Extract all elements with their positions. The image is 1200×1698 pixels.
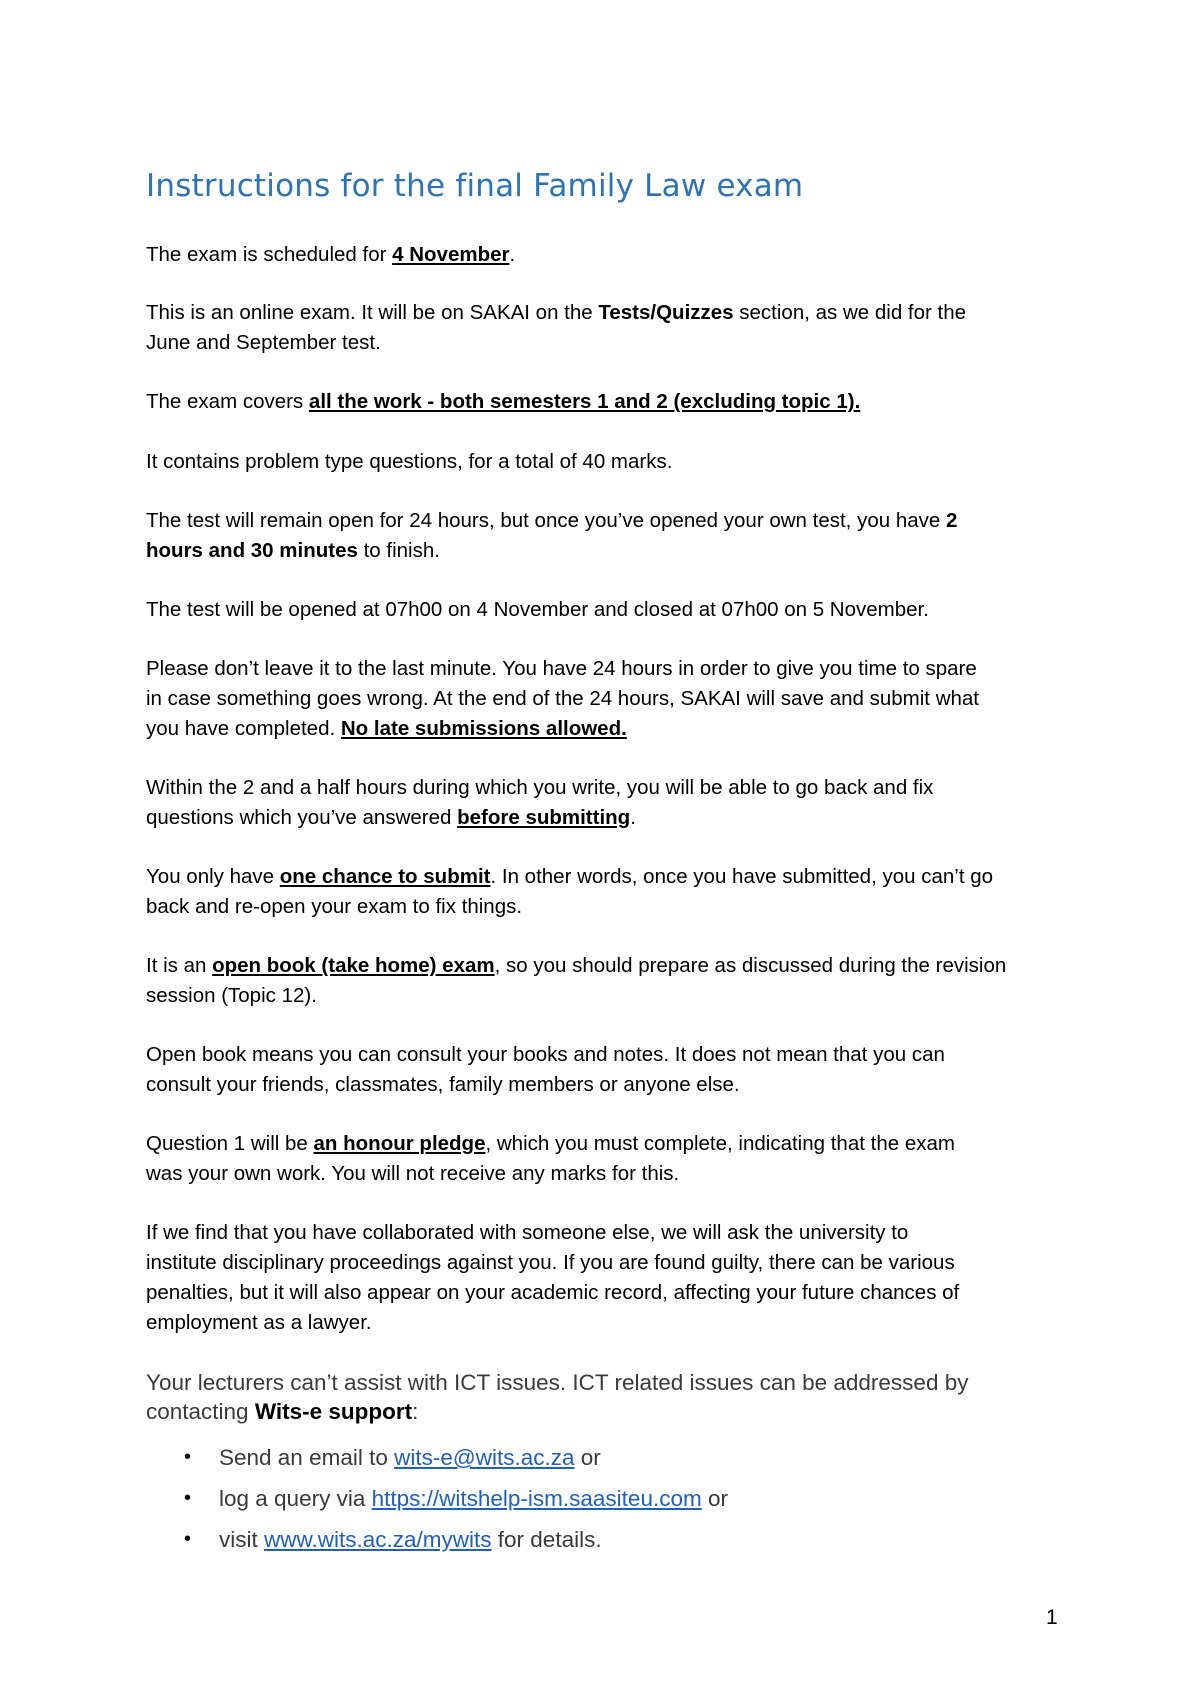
paragraph-ict-support: Your lecturers can’t assist with ICT issues. ICT related issues can be addressed by contacting Wits-e support: bbox=[146, 1370, 969, 1424]
exam-date: 4 November bbox=[392, 243, 510, 266]
list-item-email: • Send an email to wits-e@wits.ac.za or bbox=[146, 1437, 728, 1478]
paragraph-question-type: It contains problem type questions, for a total of 40 marks. bbox=[146, 450, 673, 473]
email-link[interactable]: wits-e@wits.ac.za bbox=[394, 1445, 575, 1470]
mywits-link[interactable]: www.wits.ac.za/mywits bbox=[264, 1527, 492, 1552]
page-number: 1 bbox=[1046, 1606, 1058, 1629]
paragraph-duration: The test will remain open for 24 hours, but once you’ve opened your own test, you have 2 hours and 30 minutes to finish. bbox=[146, 509, 958, 562]
paragraph-collaboration-warning: If we find that you have collaborated with someone else, we will ask the university to institute disciplinary proceedings against you. If you are found guilty, there can be various penalties, but it will also appear on your academic record, affecting your future chances of employment as a lawyer. bbox=[146, 1221, 960, 1334]
document-title: Instructions for the final Family Law exam bbox=[146, 168, 804, 204]
paragraph-exam-coverage: The exam covers all the work - both semesters 1 and 2 (excluding topic 1). bbox=[146, 390, 861, 413]
bullet-icon: • bbox=[184, 1446, 192, 1468]
paragraph-open-book-meaning: Open book means you can consult your books and notes. It does not mean that you can consult your friends, classmates, family members or anyone else. bbox=[146, 1043, 945, 1096]
bullet-icon: • bbox=[184, 1528, 192, 1550]
paragraph-open-book: It is an open book (take home) exam, so you should prepare as discussed during the revision session (Topic 12). bbox=[146, 954, 1007, 1007]
support-options-list bbox=[146, 1437, 728, 1560]
witshelp-link[interactable]: https://witshelp-ism.saasiteu.com bbox=[371, 1486, 702, 1511]
list-item-visit: • visit www.wits.ac.za/mywits for details. bbox=[146, 1519, 728, 1560]
paragraph-online-exam: This is an online exam. It will be on SAKAI on the Tests/Quizzes section, as we did for the June and September test. bbox=[146, 301, 967, 354]
paragraph-fix-questions: Within the 2 and a half hours during which you write, you will be able to go back and fix questions which you’ve answered before submitting. bbox=[146, 776, 934, 829]
paragraph-open-close-times: The test will be opened at 07h00 on 4 November and closed at 07h00 on 5 November. bbox=[146, 598, 929, 621]
paragraph-exam-date: The exam is scheduled for 4 November. bbox=[146, 243, 516, 266]
paragraph-honour-pledge: Question 1 will be an honour pledge, which you must complete, indicating that the exam was your own work. You will not receive any marks for this. bbox=[146, 1132, 955, 1185]
list-item-query: • log a query via https://witshelp-ism.saasiteu.com or bbox=[146, 1478, 728, 1519]
bullet-icon: • bbox=[184, 1487, 192, 1509]
paragraph-last-minute: Please don’t leave it to the last minute. You have 24 hours in order to give you time to spare in case something goes wrong. At the end of the 24 hours, SAKAI will save and submit what you have completed. No late submissions allowed. bbox=[146, 657, 980, 740]
paragraph-one-chance: You only have one chance to submit. In other words, once you have submitted, you can’t go back and re-open your exam to fix things. bbox=[146, 865, 994, 918]
